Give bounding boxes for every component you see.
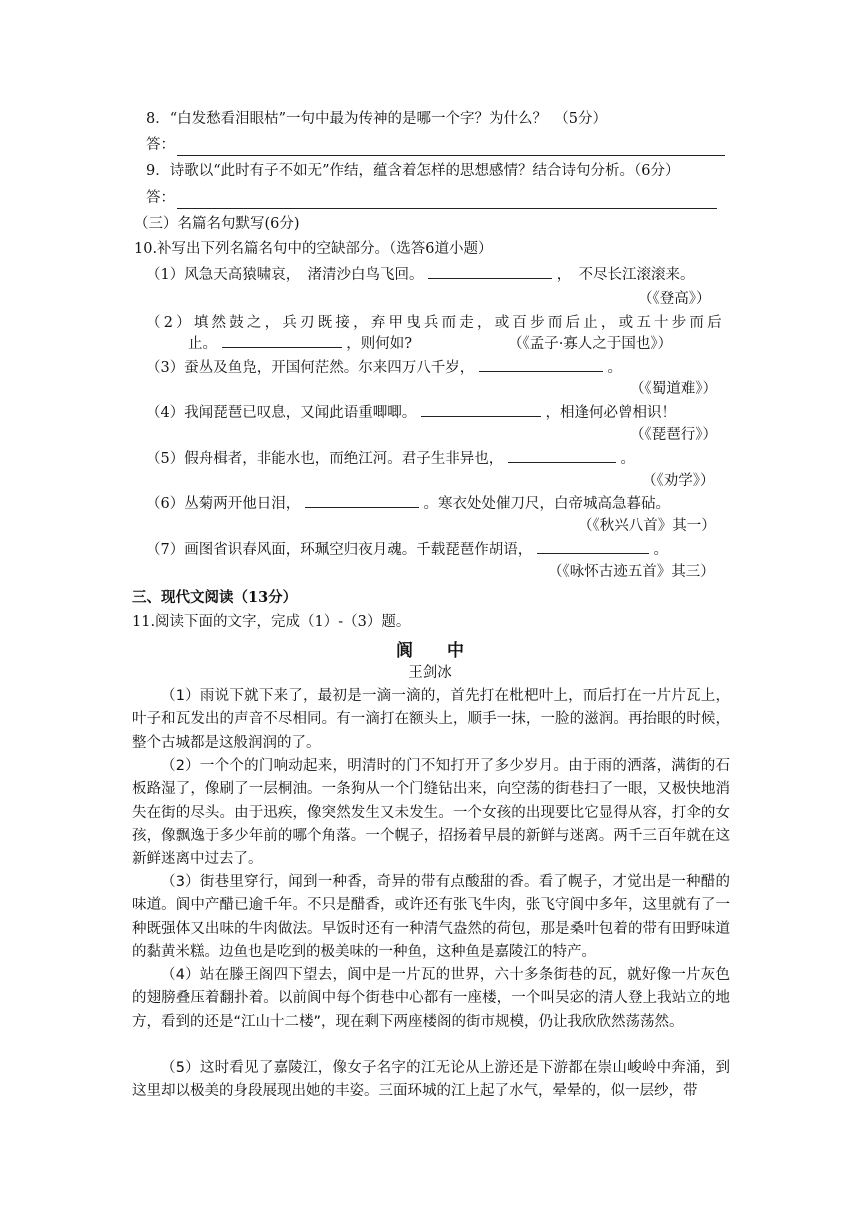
fill-blank[interactable] bbox=[421, 402, 541, 417]
source-citation: （《孟子·寡人之于国也》） bbox=[508, 336, 673, 352]
answer-rule bbox=[177, 139, 725, 156]
fill-item-5: （5）假舟楫者，非能水也，而绝江河。君子生非异也， 。 bbox=[146, 448, 635, 470]
source-citation: （《琵琶行》） bbox=[630, 427, 717, 443]
article-paragraph-4: （4）站在滕王阁四下望去，阆中是一片瓦的世界，六十多条街巷的瓦，就好像一片灰色的翅膀叠压着翻扑着。以前阆中每个街巷中心都有一座楼，一个叫吴宓的清人登上我站立的地方，看到的还是“江山十二楼”，现在剩下两座楼阁的街市规模，仍让我欣欣然荡荡然。 bbox=[132, 967, 730, 1030]
fill-blank[interactable] bbox=[508, 448, 616, 463]
source-citation: （《蜀道难》） bbox=[630, 381, 717, 397]
article-paragraph-3: （3）街巷里穿行，闻到一种香，奇异的带有点酸甜的香。看了幌子，才觉出是一种醋的味道。阆中产醋已逾千年。不只是醋香，或许还有张飞牛肉，张飞守阆中多年，这里就有了一种既强体又出味的牛肉做法。早饭时还有一种清气盎然的荷包，那是桑叶包着的带有田野味道的黏黄米糕。边鱼也是吃到的极美味的一种鱼，这种鱼是嘉陵江的特产。 bbox=[132, 874, 730, 960]
fill-item-1: （1）风急天高猿啸哀， 渚清沙白鸟飞回。 ， 不尽长江滚滚来。 bbox=[146, 264, 694, 286]
fill-blank[interactable] bbox=[537, 539, 649, 554]
question-10-prompt: 10.补写出下列名篇名句中的空缺部分。（选答6道小题） bbox=[134, 241, 493, 257]
source-citation: （《咏怀古迹五首》其三） bbox=[548, 564, 715, 580]
article-title: 阆 中 bbox=[396, 641, 464, 661]
article-paragraph-5: （5）这时看见了嘉陵江，像女子名字的江无论从上游还是下游都在崇山峻岭中奔涌，到这里却以极美的身段展现出她的丰姿。三面环城的江上起了水气，晕晕的，似一层纱，带 bbox=[132, 1060, 730, 1100]
answer-label: 答： bbox=[146, 137, 175, 153]
answer-line-9[interactable] bbox=[146, 187, 717, 209]
fill-item-6: （6）丛菊两开他日泪， 。寒衣处处催刀尺，白帝城高急暮砧。 bbox=[146, 493, 670, 515]
fill-blank[interactable] bbox=[428, 264, 552, 279]
question-8: 8．“白发愁看泪眼枯”一句中最为传神的是哪一个字？为什么？ （5分） bbox=[146, 111, 608, 127]
fill-blank[interactable] bbox=[479, 357, 603, 372]
source-citation: （《登高》） bbox=[638, 291, 711, 307]
article-paragraph-1: （1）雨说下就下来了，最初是一滴一滴的，首先打在枇杷叶上，而后打在一片片瓦上，叶子和瓦发出的声音不尽相同。有一滴打在额头上，顺手一抹，一脸的滋润。再抬眼的时候，整个古城都是这般润润的了。 bbox=[132, 688, 730, 751]
fill-blank[interactable] bbox=[222, 333, 342, 348]
fill-item-2-line2: 止。 ，则何如? bbox=[188, 333, 412, 355]
answer-label: 答： bbox=[146, 190, 175, 206]
answer-rule bbox=[177, 192, 717, 209]
part-heading: 三、现代文阅读（13分） bbox=[132, 589, 298, 606]
answer-line-8[interactable] bbox=[146, 134, 725, 156]
section-heading: （三）名篇名句默写(6分) bbox=[134, 216, 300, 232]
fill-item-4: （4）我闻琵琶已叹息，又闻此语重唧唧。 ，相逢何必曾相识！ bbox=[146, 402, 676, 424]
source-citation: （《秋兴八首》其一） bbox=[578, 518, 716, 534]
fill-item-7: （7）画图省识春风面，环珮空归夜月魂。千载琵琶作胡语， 。 bbox=[146, 539, 668, 561]
fill-blank[interactable] bbox=[305, 493, 419, 508]
source-citation: （《劝学》） bbox=[642, 473, 715, 489]
article-author: 王剑冰 bbox=[408, 665, 452, 681]
fill-item-3: （3）蚕丛及鱼凫，开国何茫然。尔来四万八千岁， 。 bbox=[146, 357, 622, 379]
question-11-prompt: 11.阅读下面的文字，完成（1）-（3）题。 bbox=[132, 614, 411, 630]
article-paragraph-2: （2）一个个的门响动起来，明清时的门不知打开了多少岁月。由于雨的洒落，满街的石板路湿了，像刷了一层桐油。一条狗从一个门缝钻出来，向空荡的街巷扫了一眼，又极快地消失在街的尽头。由于迅疾，像突然发生又未发生。一个女孩的出现要比它显得从容，打伞的女孩，像飘逸于多少年前的哪个角落。一个幌子，招扬着早晨的新鲜与迷离。两千三百年就在这新鲜迷离中过去了。 bbox=[132, 758, 730, 868]
question-9: 9．诗歌以“此时有子不如无”作结，蕴含着怎样的思想感情？结合诗句分析。（6分） bbox=[146, 163, 680, 179]
fill-item-2-line1: （2）填然鼓之，兵刃既接，弃甲曳兵而走，或百步而后止，或五十步而后 bbox=[146, 315, 725, 331]
